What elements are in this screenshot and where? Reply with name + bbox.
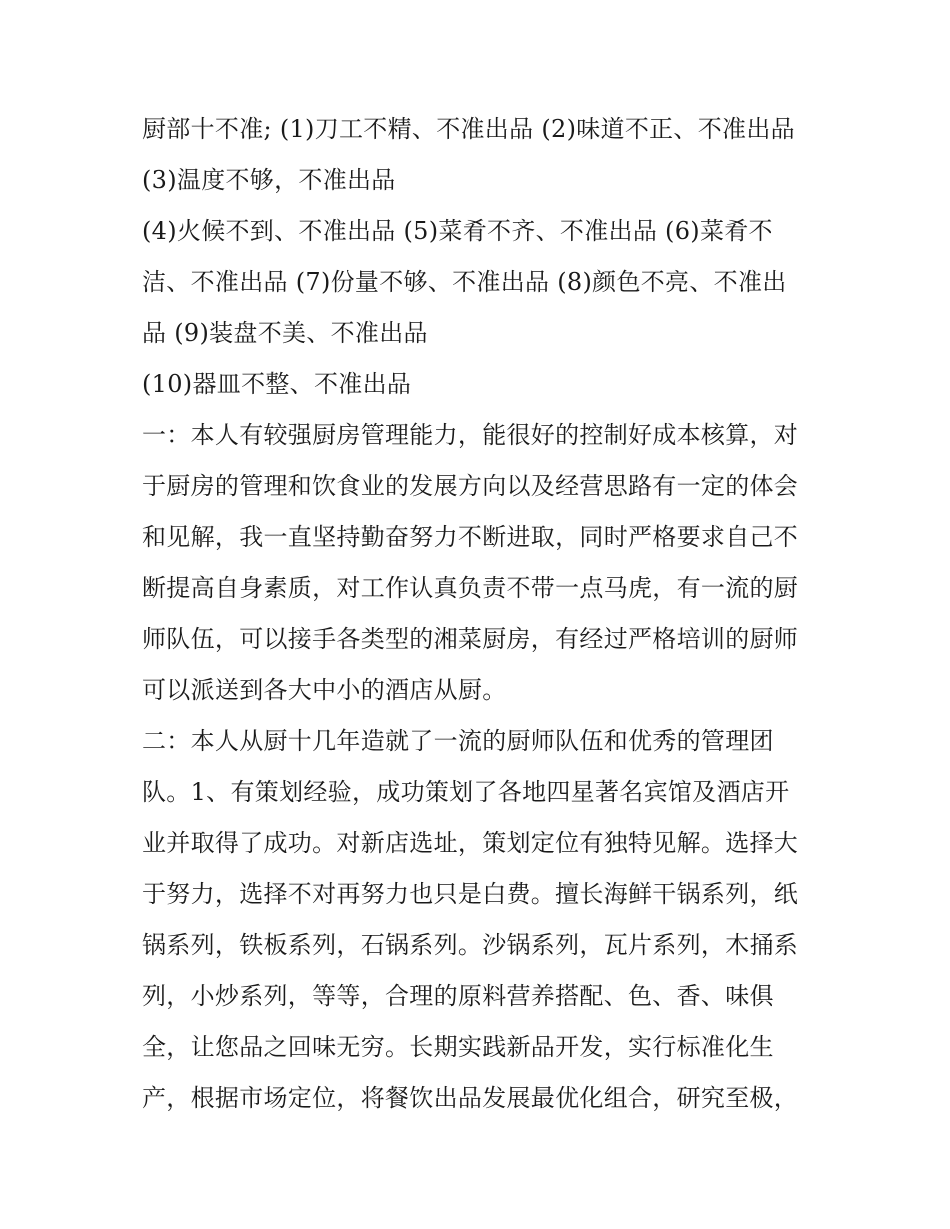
text-line: 锅系列，铁板系列，石锅系列。沙锅系列，瓦片系列，木捅系 [142,931,799,959]
text-line: 洁、不准出品 (7)份量不够、不准出品 (8)颜色不亮、不准出 [142,268,787,296]
text-line: 业并取得了成功。对新店选址，策划定位有独特见解。选择大 [142,829,799,857]
text-line: 于努力，选择不对再努力也只是白费。擅长海鲜干锅系列，纸 [142,880,799,908]
text-line: 品 (9)装盘不美、不准出品 [142,319,428,347]
text-line: (10)器皿不整、不准出品 [142,370,412,398]
text-line: 师队伍，可以接手各类型的湘菜厨房，有经过严格培训的厨师 [142,625,799,653]
text-line: 断提高自身素质，对工作认真负责不带一点马虎，有一流的厨 [142,574,799,602]
text-line: 可以派送到各大中小的酒店从厨。 [142,676,507,704]
text-line: 二：本人从厨十几年造就了一流的厨师队伍和优秀的管理团 [142,727,774,755]
text-line: 和见解，我一直坚持勤奋努力不断进取，同时严格要求自己不 [142,523,799,551]
text-line: (4)火候不到、不准出品 (5)菜肴不齐、不准出品 (6)菜肴不 [142,217,773,245]
text-line: 队。1、有策划经验，成功策划了各地四星著名宾馆及酒店开 [142,778,790,806]
text-line: 于厨房的管理和饮食业的发展方向以及经营思路有一定的体会 [142,472,799,500]
text-line: 厨部十不准; (1)刀工不精、不准出品 (2)味道不正、不准出品 [142,115,795,143]
text-line: 产，根据市场定位，将餐饮出品发展最优化组合，研究至极， [142,1084,799,1112]
text-line: (3)温度不够，不准出品 [142,166,396,194]
text-line: 一：本人有较强厨房管理能力，能很好的控制好成本核算，对 [142,421,799,449]
text-line: 全，让您品之回味无穷。长期实践新品开发，实行标准化生 [142,1033,774,1061]
text-line: 列，小炒系列，等等，合理的原料营养搭配、色、香、味俱 [142,982,774,1010]
